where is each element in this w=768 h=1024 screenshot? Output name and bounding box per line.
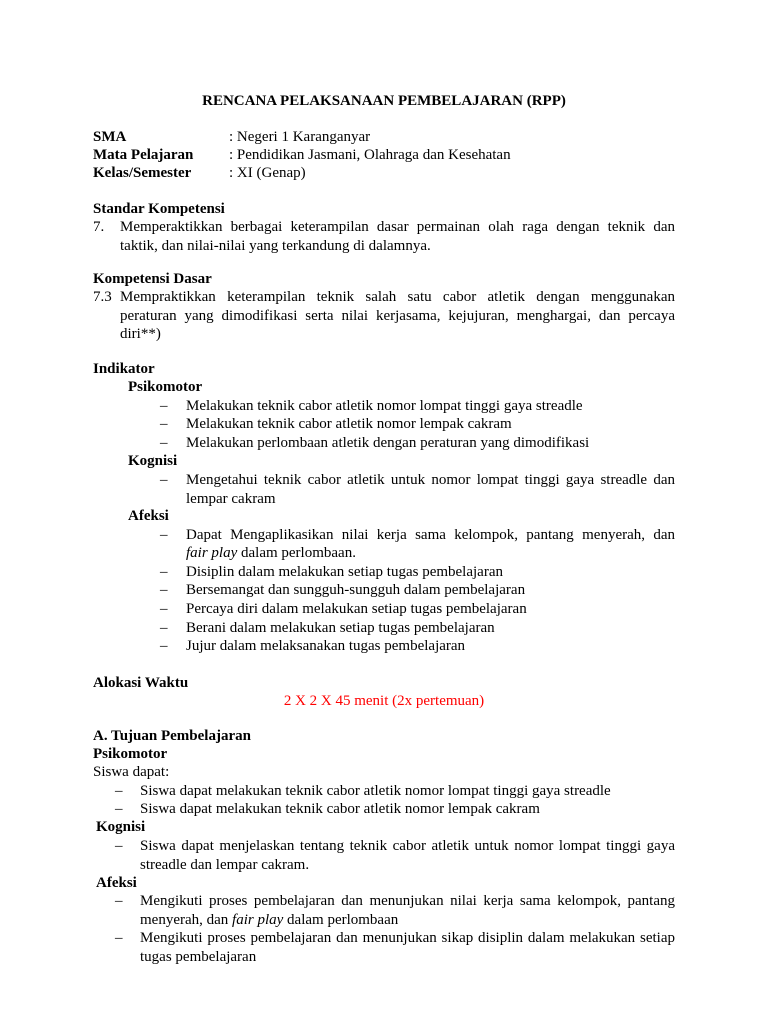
list-dash: – — [160, 398, 168, 414]
list-dash: – — [115, 930, 123, 946]
fair-play-italic: fair play — [186, 545, 238, 561]
list-dash: – — [115, 783, 123, 799]
fair-play-italic: fair play — [232, 911, 284, 928]
list-item: Disiplin dalam melakukan setiap tugas pembelajaran — [186, 564, 503, 580]
list-dash: – — [160, 620, 168, 636]
standar-heading: Standar Kompetensi — [93, 201, 225, 217]
standar-number: 7. — [93, 219, 105, 235]
identity-label-sma: SMA — [93, 129, 127, 145]
list-dash: – — [160, 472, 168, 488]
list-dash: – — [115, 838, 123, 854]
kompetensi-text: Mempraktikkan keterampilan teknik salah satu cabor atletik dengan menggunakan peraturan yang dimodifikasi serta nilai kerjasama, kejujuran, menghargai, dan percaya diri**) — [120, 289, 675, 342]
list-item-head: Mengikuti proses pembelajaran dan menunjukan nilai kerja sama kelompok, pantang menyerah, dan — [140, 893, 675, 928]
list-item: Mengikuti proses pembelajaran dan menunjukan sikap disiplin dalam melakukan setiap tugas pembelajaran — [140, 930, 675, 965]
list-item: Jujur dalam melaksanakan tugas pembelajaran — [186, 638, 466, 654]
list-item: Siswa dapat melakukan teknik cabor atletik nomor lempak cakram — [140, 801, 540, 817]
list-item: Bersemangat dan sungguh-sungguh dalam pembelajaran — [186, 582, 526, 598]
list-dash: – — [160, 435, 168, 451]
indikator-afeksi-heading: Afeksi — [128, 508, 169, 524]
list-item: Melakukan teknik cabor atletik nomor lompat tinggi gaya streadle — [186, 398, 583, 414]
alokasi-heading: Alokasi Waktu — [93, 675, 189, 691]
list-dash: – — [160, 564, 168, 580]
list-item: Berani dalam melakukan setiap tugas pembelajaran — [186, 620, 495, 636]
identity-value-kelas: : XI (Genap) — [229, 165, 306, 181]
tujuan-kognisi-heading: Kognisi — [96, 819, 146, 835]
kompetensi-heading: Kompetensi Dasar — [93, 271, 212, 287]
indikator-kognisi-heading: Kognisi — [128, 453, 178, 469]
tujuan-psikomotor-heading: Psikomotor — [93, 746, 168, 762]
list-item-tail: dalam perlombaan — [283, 911, 399, 928]
list-item-continuation — [186, 544, 356, 563]
tujuan-heading: A. Tujuan Pembelajaran — [93, 728, 251, 744]
page-title: RENCANA PELAKSANAAN PEMBELAJARAN (RPP) — [202, 93, 566, 109]
list-item-tail: dalam perlombaan. — [237, 545, 356, 561]
list-item: Mengetahui teknik cabor atletik untuk nomor lompat tinggi gaya streadle dan lempar cakram — [186, 472, 675, 507]
list-item: Dapat Mengaplikasikan nilai kerja sama kelompok, pantang menyerah, dan — [186, 527, 675, 543]
list-item — [140, 892, 675, 929]
indikator-psikomotor-heading: Psikomotor — [128, 379, 203, 395]
list-dash: – — [160, 638, 168, 654]
identity-value-sma: : Negeri 1 Karanganyar — [229, 129, 371, 145]
identity-value-mapel: : Pendidikan Jasmani, Olahraga dan Kesehatan — [229, 147, 511, 163]
list-item: Melakukan perlombaan atletik dengan peraturan yang dimodifikasi — [186, 435, 590, 451]
list-item: Melakukan teknik cabor atletik nomor lempak cakram — [186, 416, 512, 432]
kompetensi-number: 7.3 — [93, 289, 112, 305]
list-dash: – — [160, 416, 168, 432]
identity-label-kelas: Kelas/Semester — [93, 165, 192, 181]
tujuan-afeksi-heading: Afeksi — [96, 875, 137, 891]
list-dash: – — [160, 582, 168, 598]
list-dash: – — [115, 801, 123, 817]
alokasi-value: 2 X 2 X 45 menit (2x pertemuan) — [283, 693, 485, 709]
identity-label-mapel: Mata Pelajaran — [93, 147, 194, 163]
list-dash: – — [115, 893, 123, 909]
indikator-heading: Indikator — [93, 361, 155, 377]
list-item: Siswa dapat melakukan teknik cabor atletik nomor lompat tinggi gaya streadle — [140, 783, 611, 799]
list-dash: – — [160, 527, 168, 543]
tujuan-psikomotor-intro: Siswa dapat: — [93, 764, 170, 780]
standar-text: Memperaktikkan berbagai keterampilan dasar permainan olah raga dengan teknik dan taktik, dan nilai-nilai yang terkandung di dalamnya. — [120, 219, 675, 254]
list-dash: – — [160, 601, 168, 617]
list-item: Percaya diri dalam melakukan setiap tugas pembelajaran — [186, 601, 527, 617]
list-item: Siswa dapat menjelaskan tentang teknik cabor atletik untuk nomor lompat tinggi gaya streadle dan lempar cakram. — [140, 838, 675, 873]
